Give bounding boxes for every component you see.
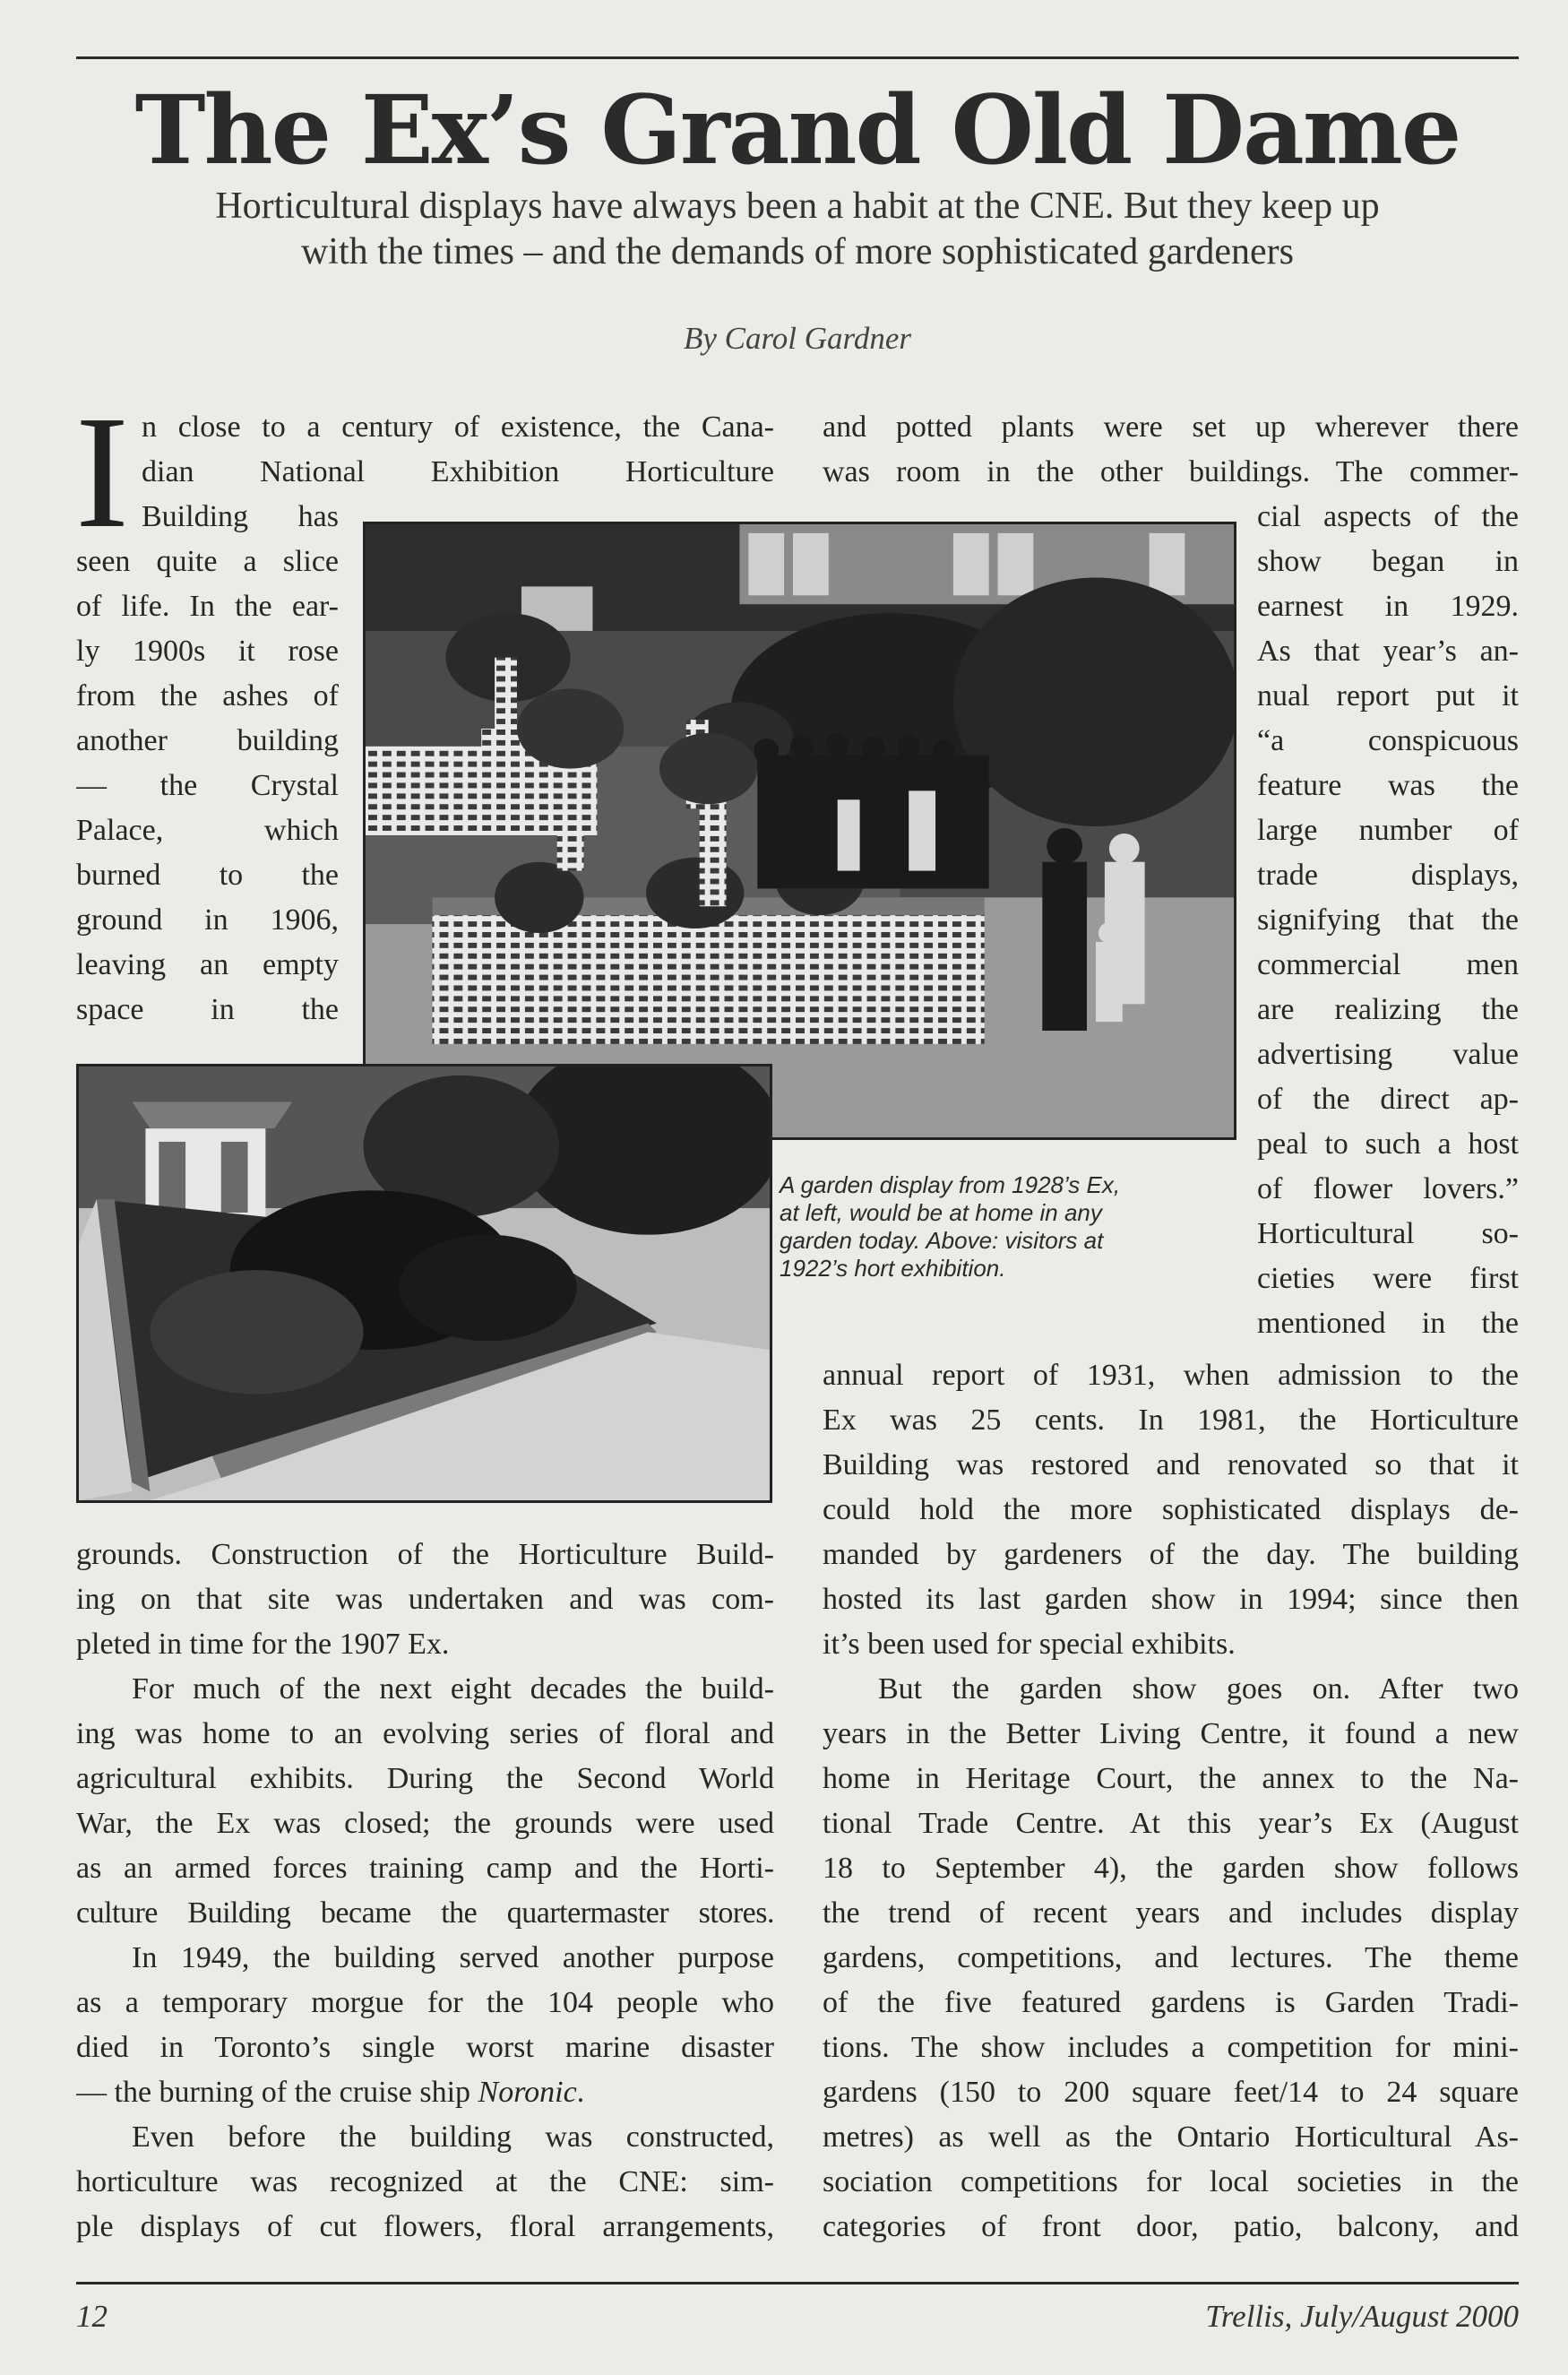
column2-line: it’s been used for special exhibits.: [823, 1628, 1236, 1661]
column1-line: Palace, which: [76, 814, 339, 847]
column2-line: mentioned in the: [1257, 1307, 1519, 1340]
column2-line: signifying that the: [1257, 903, 1519, 937]
column2-line: the trend of recent years and includes display: [823, 1896, 1519, 1930]
photo-caption: [780, 1171, 1236, 1282]
caption-line: A garden display from 1928’s Ex,: [780, 1171, 1121, 1198]
byline: By Carol Gardner: [683, 321, 912, 356]
column2-line: gardens, competitions, and lectures. The theme: [823, 1941, 1519, 1974]
page-number: 12: [76, 2299, 108, 2334]
column2-line: sociation competitions for local societies in the: [823, 2165, 1519, 2198]
column2-line: and potted plants were set up wherever there: [823, 410, 1519, 444]
column2-line: are realizing the: [1257, 993, 1519, 1026]
column1-line: ground in 1906,: [76, 903, 339, 937]
column2-line: show began in: [1257, 545, 1519, 578]
column1-line: culture Building became the quartermaster stores.: [76, 1896, 774, 1930]
column2-line: of the five featured gardens is Garden Tradi-: [823, 1986, 1519, 2019]
publication-footer: Trellis, July/August 2000: [1205, 2299, 1519, 2334]
column1-line: from the ashes of: [76, 679, 339, 712]
column2-line: gardens (150 to 200 square feet/14 to 24 square: [823, 2076, 1519, 2109]
column1-line: ly 1900s it rose: [76, 635, 339, 668]
column2-line: Building was restored and renovated so that it: [823, 1448, 1519, 1481]
column2-line: manded by gardeners of the day. The building: [823, 1538, 1519, 1571]
column1-line: — the Crystal: [76, 769, 339, 802]
column1-line: n close to a century of existence, the Cana-: [142, 410, 774, 444]
column1-line: as an armed forces training camp and the Horti-: [76, 1852, 774, 1885]
column1-line: pleted in time for the 1907 Ex.: [76, 1628, 450, 1661]
column2-line: But the garden show goes on. After two: [878, 1672, 1519, 1706]
column2-line: hosted its last garden show in 1994; since then: [823, 1583, 1519, 1616]
column1-line: — the burning of the cruise ship Noronic.: [76, 2076, 585, 2109]
column2-line: could hold the more sophisticated displays de-: [823, 1493, 1519, 1526]
column2-line: Horticultural so-: [1257, 1217, 1519, 1250]
column2-line: cial aspects of the: [1257, 500, 1519, 533]
article-deck: [76, 184, 1519, 275]
column2-line: categories of front door, patio, balcony, and: [823, 2210, 1519, 2243]
column1-line: ing on that site was undertaken and was com-: [76, 1583, 774, 1616]
caption-line: at left, would be at home in any: [780, 1199, 1102, 1226]
column2-line: advertising value: [1257, 1038, 1519, 1071]
caption-line: garden today. Above: visitors at: [780, 1227, 1104, 1254]
column2-line: nual report put it: [1257, 679, 1519, 712]
column2-line: earnest in 1929.: [1257, 590, 1519, 623]
column1-line: dian National Exhibition Horticulture: [142, 455, 774, 488]
column1-line: horticulture was recognized at the CNE: sim-: [76, 2165, 774, 2198]
column2-line: commercial men: [1257, 948, 1519, 981]
column2-line: Ex was 25 cents. In 1981, the Horticulture: [823, 1403, 1519, 1437]
column1-line: of life. In the ear-: [76, 590, 339, 623]
column2-line: years in the Better Living Centre, it found a new: [823, 1717, 1519, 1750]
column2-line: tions. The show includes a competition for mini-: [823, 2031, 1519, 2064]
column2-line: feature was the: [1257, 769, 1519, 802]
column2-line: of the direct ap-: [1257, 1083, 1519, 1116]
ship-name: Noronic: [478, 2076, 577, 2109]
column1-line: ple displays of cut flowers, floral arrangements,: [76, 2210, 774, 2243]
column2-line: metres) as well as the Ontario Horticultural As-: [823, 2120, 1519, 2154]
column2-line: As that year’s an-: [1257, 635, 1519, 668]
deck-line: Horticultural displays have always been a habit at the CNE. But they keep up: [215, 186, 1380, 227]
deck-line: with the times – and the demands of more sophisticated gardeners: [300, 231, 1295, 272]
column2-line: trade displays,: [1257, 859, 1519, 892]
column2-line: large number of: [1257, 814, 1519, 847]
column1-line: burned to the: [76, 859, 339, 892]
column1-line: Building has: [142, 500, 339, 533]
exhibition-hall-photo: [363, 522, 1236, 1140]
column1-line: In 1949, the building served another purpose: [132, 1941, 774, 1974]
column1-line: grounds. Construction of the Horticulture Build-: [76, 1538, 774, 1571]
column1-line: space in the: [76, 993, 339, 1026]
column2-line: home in Heritage Court, the annex to the Na-: [823, 1762, 1519, 1795]
column1-line: For much of the next eight decades the build-: [132, 1672, 774, 1706]
column2-line: of flower lovers.”: [1257, 1172, 1519, 1205]
column2-line: “a conspicuous: [1257, 724, 1519, 757]
column2-line: annual report of 1931, when admission to the: [823, 1359, 1519, 1392]
column2-line: peal to such a host: [1257, 1127, 1519, 1161]
column1-line: Even before the building was constructed,: [132, 2120, 774, 2154]
column1-line: seen quite a slice: [76, 545, 339, 578]
column2-line: cieties were first: [1257, 1262, 1519, 1295]
bottom-rule: [76, 2282, 1519, 2284]
article-title: The Ex’s Grand Old Dame: [134, 73, 1460, 186]
top-rule: [76, 56, 1519, 59]
column1-line: died in Toronto’s single worst marine disaster: [76, 2031, 774, 2064]
column1-line: another building: [76, 724, 339, 757]
column1-line: as a temporary morgue for the 104 people who: [76, 1986, 774, 2019]
column2-line: tional Trade Centre. At this year’s Ex (August: [823, 1807, 1519, 1840]
column2-line: was room in the other buildings. The commer-: [823, 455, 1519, 488]
caption-line: 1922’s hort exhibition.: [780, 1255, 1006, 1282]
column2-line: 18 to September 4), the garden show follows: [823, 1852, 1519, 1885]
column1-line: ing was home to an evolving series of floral and: [76, 1717, 774, 1750]
column1-line: agricultural exhibits. During the Second World: [76, 1762, 774, 1795]
column1-line: War, the Ex was closed; the grounds were used: [76, 1807, 774, 1840]
column1-line: leaving an empty: [76, 948, 339, 981]
drop-cap: I: [75, 383, 129, 561]
garden-display-photo: [76, 1064, 772, 1503]
